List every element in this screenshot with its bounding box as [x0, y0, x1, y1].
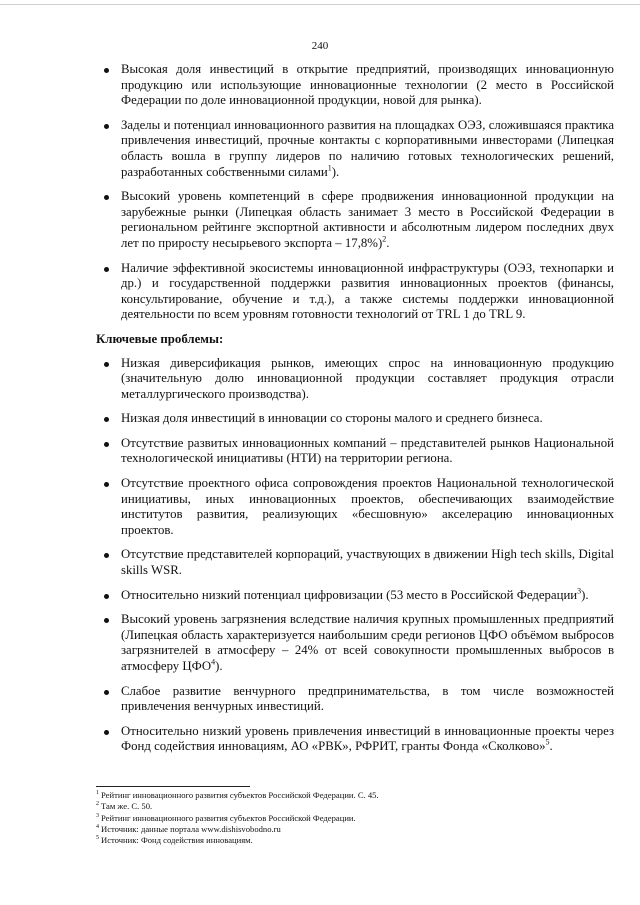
list-item	[96, 436, 614, 467]
list-item-text: Отсутствие проектного офиса сопровождения проектов Национальной технологической инициативы, иных инновационных проектов, обеспечивающих взаимодействие институтов развития, реализующих «бесшовную» акселерацию инновационных проектов.	[121, 476, 614, 537]
list-item-suffix: .	[386, 235, 390, 250]
footnote-number: 2	[96, 801, 99, 808]
list-item	[96, 612, 614, 674]
footnote-reference[interactable]: 1	[327, 163, 332, 173]
bullet-icon	[104, 442, 109, 447]
footnote-reference[interactable]: 3	[577, 586, 582, 596]
list-item-text: Отсутствие представителей корпораций, участвующих в движении High tech skills, Digital skills WSR.	[121, 547, 614, 578]
footnote-number: 4	[96, 824, 99, 831]
list-item-text: Относительно низкий потенциал цифровизации (53 место в Российской Федерации	[121, 587, 578, 602]
problems-list	[96, 356, 614, 755]
footnote-text: Рейтинг инновационного развития субъектов Российской Федерации. С. 45.	[101, 790, 379, 800]
footnote-reference[interactable]: 2	[382, 234, 387, 244]
list-item	[96, 724, 614, 755]
list-item-suffix: ).	[581, 587, 589, 602]
problems-heading: Ключевые проблемы:	[96, 331, 224, 346]
bullet-icon	[104, 618, 109, 623]
list-item	[96, 547, 614, 578]
list-item-text: Относительно низкий уровень привлечения инвестиций в инновационные проекты через Фонд содействия инновациям, АО «РВК», РФРИТ, гранты Фонда «Сколково»	[121, 723, 614, 754]
list-item	[96, 189, 614, 251]
bullet-icon	[104, 267, 109, 272]
footnote-text: Источник: данные портала www.dishisvobodno.ru	[101, 823, 281, 834]
footnote-text: Там же. С. 50.	[101, 801, 153, 812]
bullet-icon	[104, 594, 109, 599]
footnote-text: Рейтинг инновационного развития субъектов Российской Федерации.	[101, 812, 356, 823]
list-item-text: Высокий уровень компетенций в сфере продвижения инновационной продукции на зарубежные рынки (Липецкая область занимает 3 место в Российской Федерации в региональном рейтинге экспортной активности и абсолютным лидером последних двух лет по приросту несырьевого экспорта – 17,8%)	[121, 189, 614, 250]
strengths-list	[96, 62, 614, 323]
list-item-text: Заделы и потенциал инновационного развития на площадках ОЭЗ, сложившаяся практика привлечения инвестиций, прочные контакты с корпоративными инвесторами (Липецкая область вошла в группу лидеров по наличию готовых технологических решений, разработанных собственными силами	[121, 117, 614, 179]
bullet-icon	[104, 124, 109, 129]
bullet-icon	[104, 482, 109, 487]
list-item	[96, 684, 614, 715]
list-item-text: Низкая диверсификация рынков, имеющих спрос на инновационную продукцию (значительную долю инновационной продукции составляет продукция отрасли металлургического производства).	[121, 355, 614, 401]
list-item	[96, 118, 614, 180]
page-number: 240	[311, 40, 329, 52]
footnote-number: 3	[96, 812, 99, 819]
list-item	[96, 62, 614, 109]
list-item-text: Отсутствие развитых инновационных компаний – представителей рынков Национальной технологической инициативы (НТИ) на территории региона.	[121, 435, 614, 466]
list-item-text: Высокий уровень загрязнения вследствие наличия крупных промышленных предприятий (Липецкая область характеризуется наибольшим среди регионов ЦФО объёмом выбросов загрязнителей в атмосферу – 24% от всей совокупности промышленных выбросов в атмосферу ЦФО	[121, 612, 614, 673]
list-item	[96, 411, 614, 427]
list-item-suffix: ).	[215, 659, 223, 673]
list-item-suffix: ).	[331, 164, 340, 179]
list-item	[96, 261, 614, 323]
footnote	[96, 824, 614, 835]
list-item-suffix: .	[549, 739, 553, 754]
footnote	[96, 835, 614, 846]
footnotes	[96, 790, 614, 846]
footnote-reference[interactable]: 5	[545, 738, 550, 748]
top-border-line	[0, 4, 640, 5]
bullet-icon	[104, 68, 109, 73]
list-item-text: Наличие эффективной экосистемы инновационной инфраструктуры (ОЭЗ, технопарки и др.) и государственной поддержки развития инновационных проектов (финансы, консультирование, обучение и т.д.), а также системы поддержки инновационной деятельности по всем уровням готовности технологий от TRL 1 до TRL 9.	[121, 260, 614, 322]
footnote-number: 5	[96, 835, 99, 842]
list-item-text: Низкая доля инвестиций в инновации со стороны малого и среднего бизнеса.	[121, 411, 543, 426]
page-content	[96, 62, 614, 764]
footnote	[96, 813, 614, 824]
bullet-icon	[104, 690, 109, 695]
bullet-icon	[104, 417, 109, 422]
bullet-icon	[104, 553, 109, 558]
list-item	[96, 588, 614, 604]
footnote-number: 1	[96, 790, 99, 797]
footnote	[96, 790, 614, 801]
list-item	[96, 476, 614, 538]
footnote-text: Источник: Фонд содействия инновациям.	[101, 835, 253, 846]
list-item-text: Слабое развитие венчурного предпринимательства, в том числе возможностей привлечения венчурных инвестиций.	[121, 683, 614, 714]
list-item	[96, 356, 614, 403]
footnote-separator	[96, 786, 250, 787]
footnote	[96, 801, 614, 812]
footnote-reference[interactable]: 4	[211, 657, 216, 667]
bullet-icon	[104, 730, 109, 735]
bullet-icon	[104, 195, 109, 200]
list-item-text: Высокая доля инвестиций в открытие предприятий, производящих инновационную продукцию или использующие инновационные технологии (2 место в Российской Федерации по доле инновационной продукции, новой для рынка).	[121, 62, 614, 108]
bullet-icon	[104, 362, 109, 367]
